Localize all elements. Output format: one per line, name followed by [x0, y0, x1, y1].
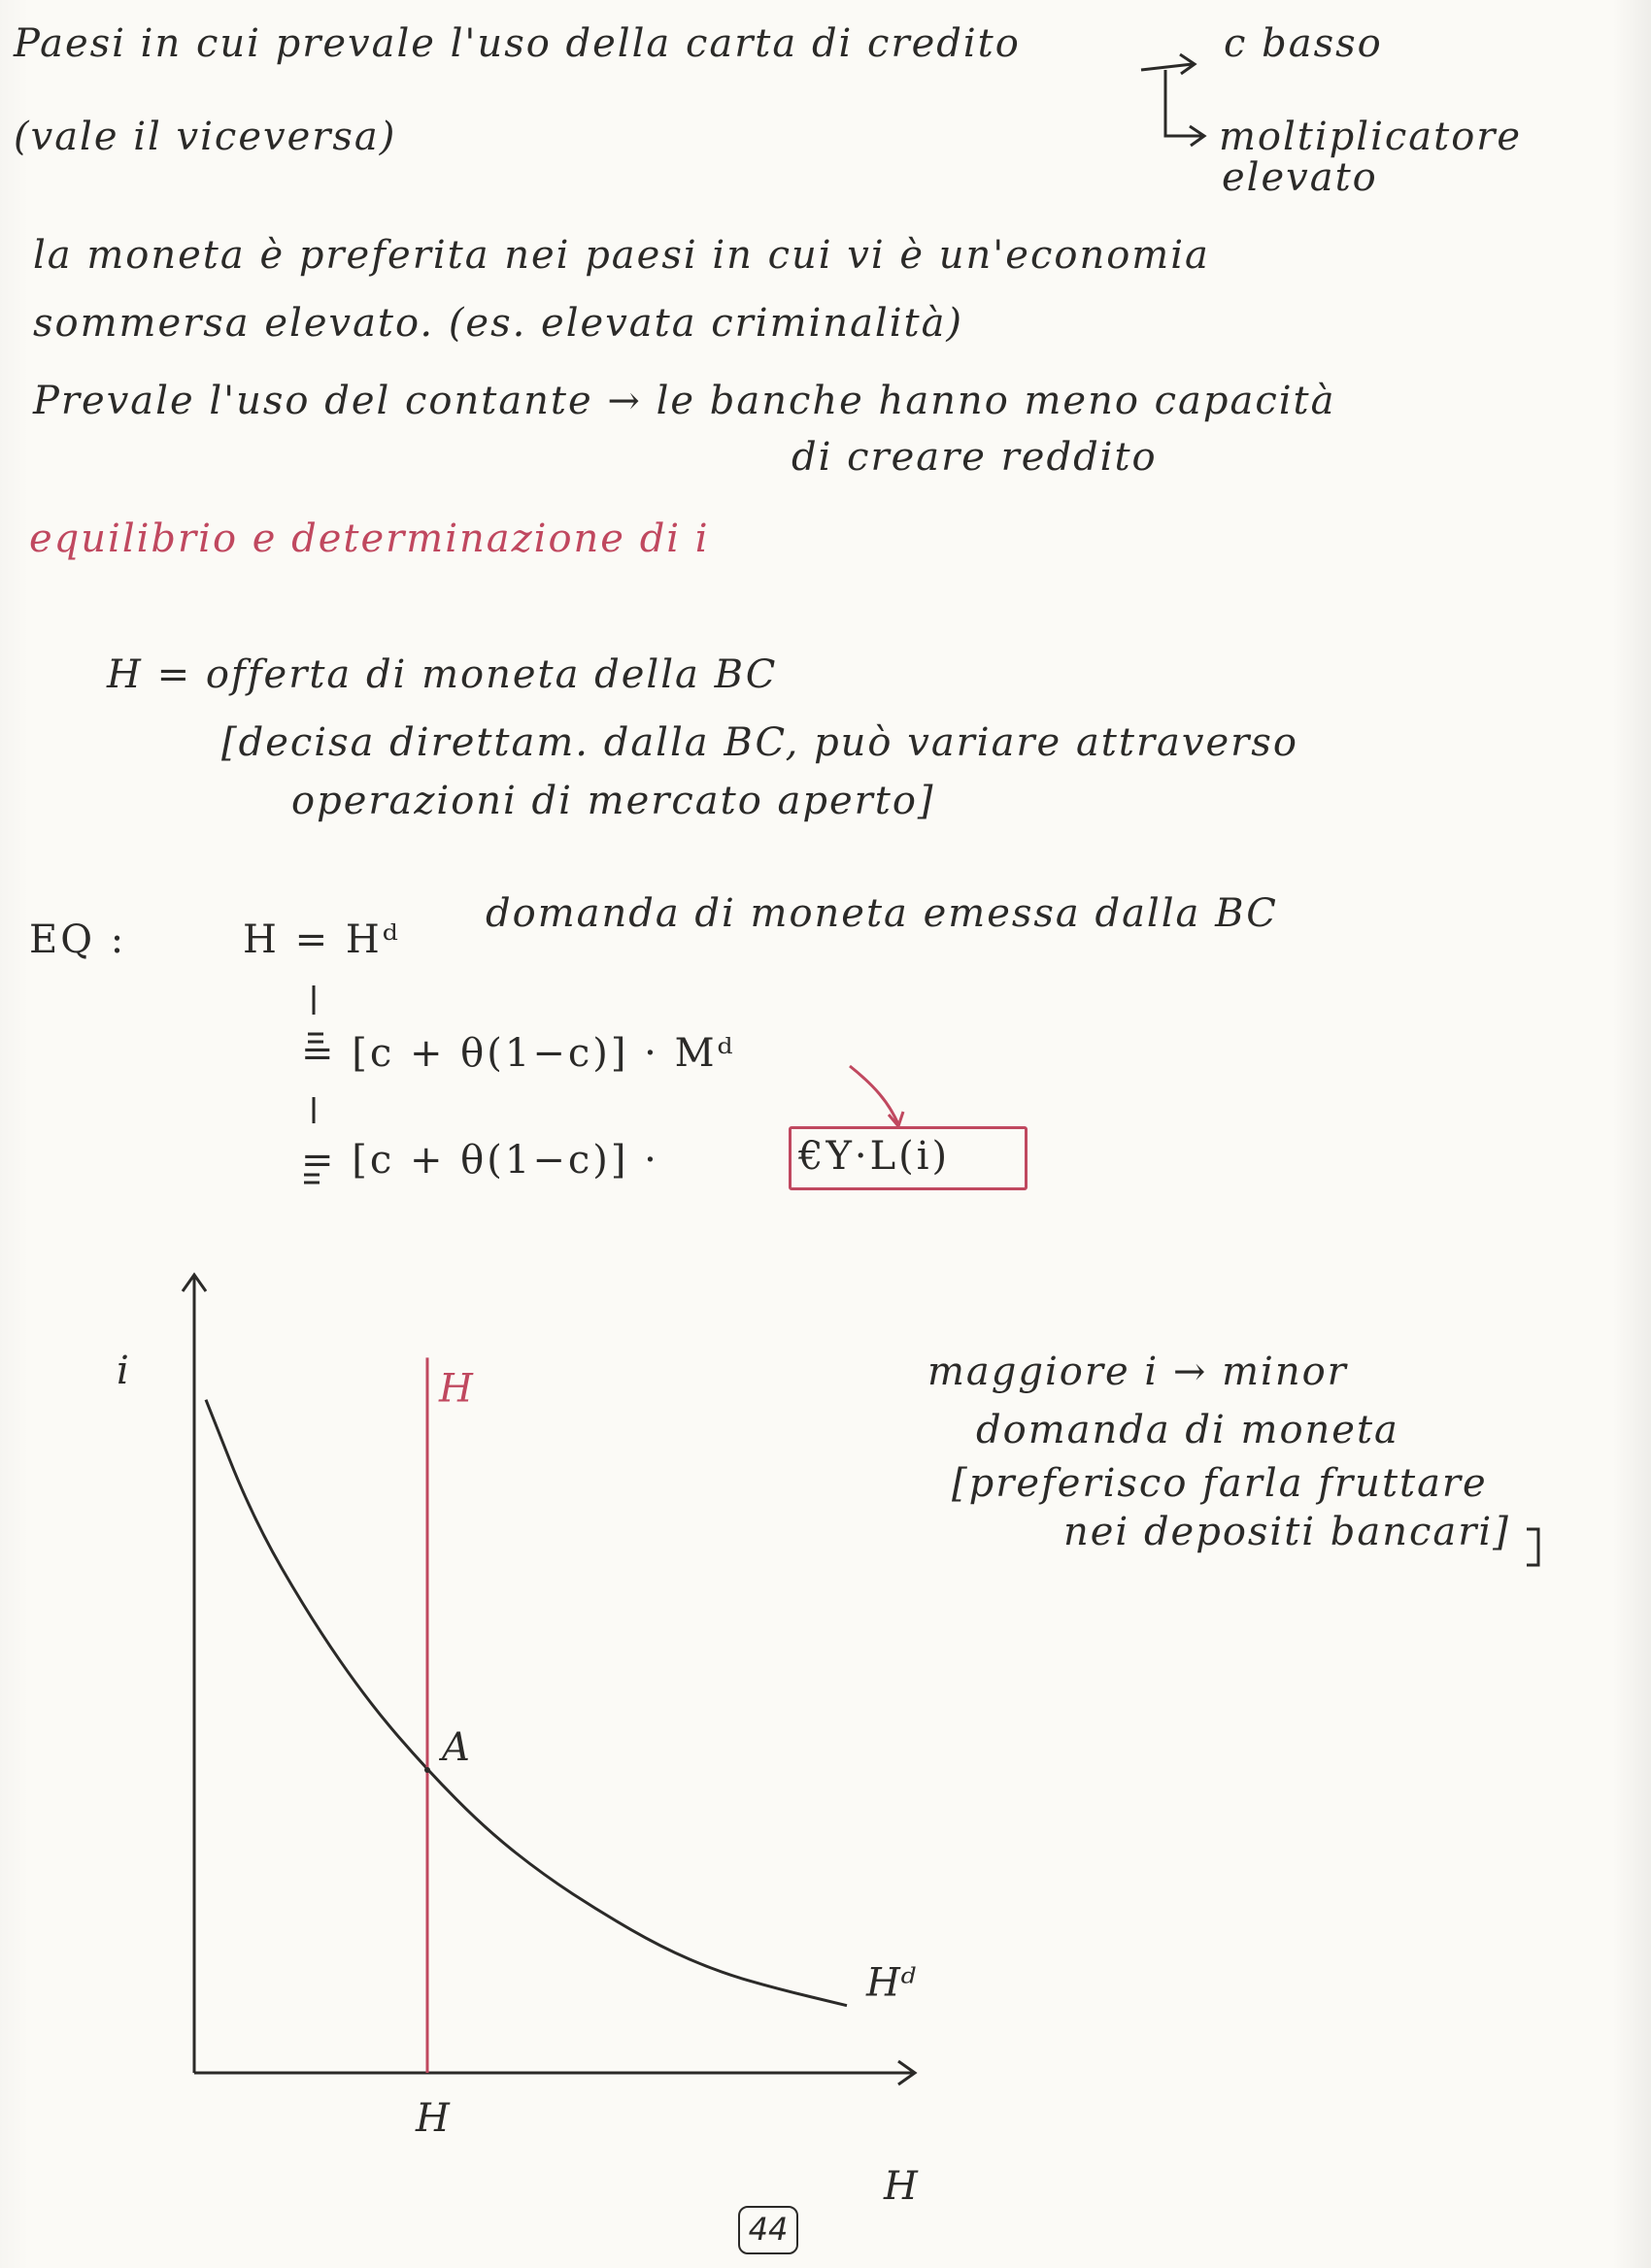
note-arrow-moltiplicatore: moltiplicatore [1219, 115, 1523, 159]
equilibrium-point [424, 1767, 430, 1773]
equation-line-1: H = Hᵈ [243, 917, 401, 962]
graph-note-line-3: [preferisco farla fruttare [952, 1461, 1488, 1506]
graph-note-line-2: domanda di moneta [976, 1408, 1399, 1452]
note-arrow-elevato: elevato [1222, 155, 1378, 200]
equation-line-3: = [c + θ(1−c)] · [301, 1138, 659, 1183]
note-para-line-4: di creare reddito [792, 435, 1158, 480]
supply-label: H [439, 1366, 473, 1412]
note-line-2: (vale il viceversa) [14, 115, 397, 159]
equation-label: EQ : [29, 917, 127, 962]
demand-label: Hᵈ [866, 1960, 916, 2006]
note-para-line-3: Prevale l'uso del contante → le banche hanno meno capacità [33, 379, 1336, 423]
note-para-line-1: la moneta è preferita nei paesi in cui vi è un'economia [33, 233, 1210, 278]
definition-bracket-line-1: [decisa direttam. dalla BC, può variare attraverso [221, 720, 1298, 765]
definition-h-line: H = offerta di moneta della BC [107, 652, 778, 697]
note-line-1: Paesi in cui prevale l'uso della carta di credito [14, 21, 1021, 66]
x-axis-label: H [884, 2164, 918, 2209]
equation-annotation: domanda di moneta emessa dalla BC [486, 891, 1278, 936]
definition-bracket-line-2: operazioni di mercato aperto] [291, 779, 935, 823]
graph-note-line-1: maggiore i → minor [927, 1350, 1348, 1394]
note-arrow-c-basso: c basso [1224, 21, 1383, 66]
graph-note-line-4: nei depositi bancari] [1063, 1510, 1510, 1554]
note-para-line-2: sommersa elevato. (es. elevata criminalità) [33, 301, 964, 346]
equation-line-2: = [c + θ(1−c)] · Mᵈ [301, 1031, 736, 1076]
y-axis-label: i [117, 1349, 129, 1393]
equation-boxed-term: €Y·L(i) [798, 1134, 951, 1179]
x-tick-label: H [416, 2096, 450, 2141]
equilibrium-label: A [442, 1725, 470, 1770]
demand-curve [206, 1400, 847, 2006]
section-heading: equilibrio e determinazione di i [29, 517, 710, 561]
page-number: 44 [738, 2206, 798, 2254]
